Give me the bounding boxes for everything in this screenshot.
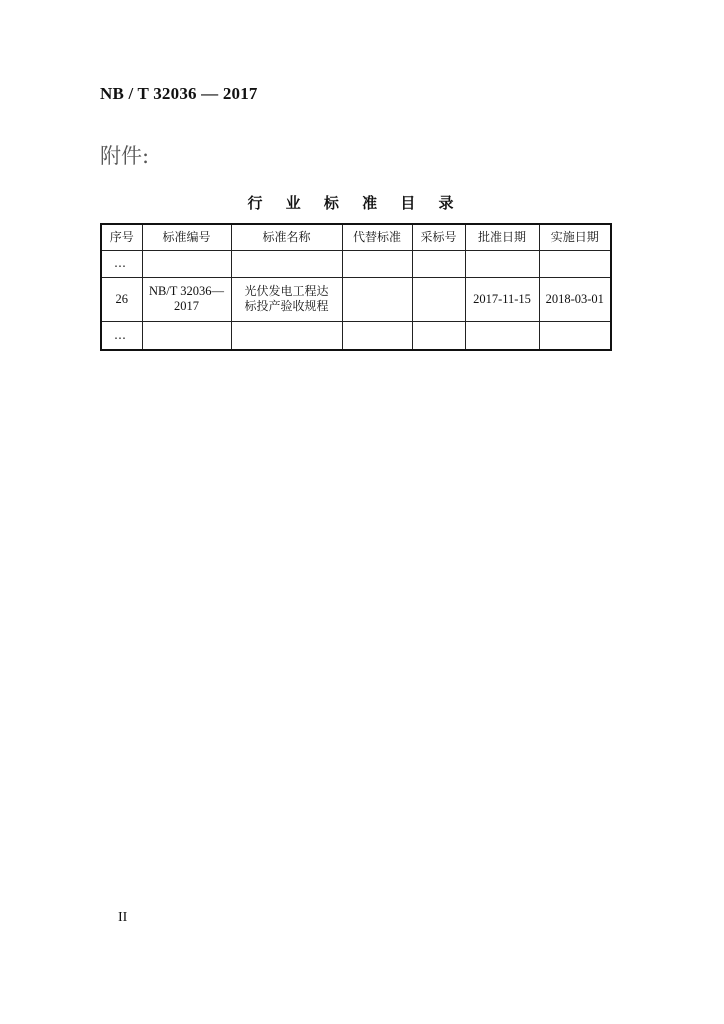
- empty-cell: [412, 321, 465, 350]
- empty-cell: [465, 250, 539, 277]
- table-header-row: [101, 224, 611, 250]
- entry-replaces: [342, 277, 412, 321]
- empty-cell: [412, 250, 465, 277]
- column-header-code: 标准编号: [142, 224, 231, 250]
- empty-cell: [231, 250, 342, 277]
- column-header-adopted-no: 采标号: [412, 224, 465, 250]
- entry-approval-date: 2017-11-15: [465, 277, 539, 321]
- empty-cell: [342, 321, 412, 350]
- table-row: [101, 277, 611, 321]
- empty-cell: [342, 250, 412, 277]
- entry-name-line2: 标投产验收规程: [244, 299, 329, 313]
- table-row: [101, 250, 611, 277]
- empty-cell: [465, 321, 539, 350]
- entry-code: [142, 277, 231, 321]
- column-header-no: 序号: [101, 224, 142, 250]
- entry-code-line2: 2017: [174, 299, 199, 313]
- entry-effective-date: 2018-03-01: [539, 277, 611, 321]
- entry-name-line1: 光伏发电工程达: [244, 284, 329, 298]
- entry-name: [231, 277, 342, 321]
- attachment-label: 附件:: [100, 144, 150, 168]
- column-header-replaces: 代替标准: [342, 224, 412, 250]
- column-header-approval-date: 批准日期: [465, 224, 539, 250]
- standards-catalog-table: [100, 223, 612, 351]
- column-header-name: 标准名称: [231, 224, 342, 250]
- entry-code-line1: NB/T 32036—: [148, 284, 225, 298]
- empty-cell: [539, 250, 611, 277]
- catalog-title: 行 业 标 准 目 录: [247, 194, 463, 212]
- entry-no: 26: [101, 277, 142, 321]
- ellipsis-cell: …: [101, 321, 142, 350]
- empty-cell: [231, 321, 342, 350]
- entry-adopted-no: [412, 277, 465, 321]
- column-header-effective-date: 实施日期: [539, 224, 611, 250]
- empty-cell: [142, 321, 231, 350]
- empty-cell: [142, 250, 231, 277]
- table-row: [101, 321, 611, 350]
- empty-cell: [539, 321, 611, 350]
- ellipsis-cell: …: [101, 250, 142, 277]
- page-number: II: [118, 910, 128, 925]
- standard-code: NB / T 32036 — 2017: [100, 84, 258, 103]
